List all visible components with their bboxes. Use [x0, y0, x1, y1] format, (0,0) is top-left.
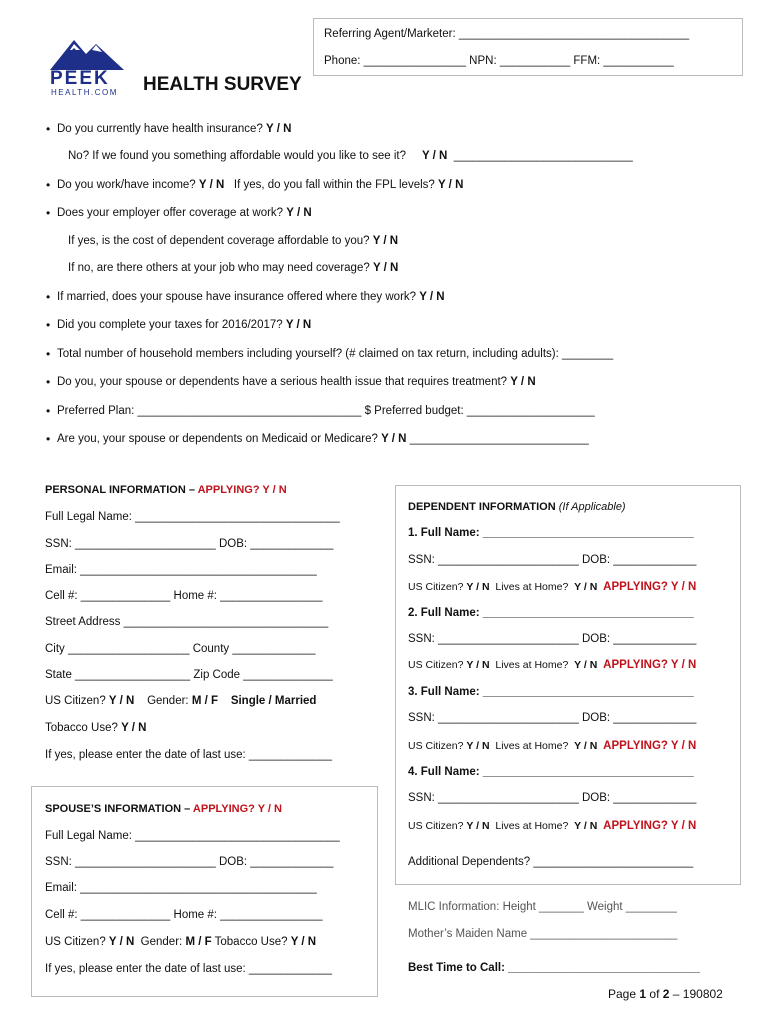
additional-dependents-field[interactable]: Additional Dependents? _________________________ [408, 856, 694, 868]
page-title: HEALTH SURVEY [143, 74, 302, 95]
personal-city-county-field[interactable]: City ___________________ County _____________ [45, 643, 316, 655]
spouse-name-field[interactable]: Full Legal Name: ________________________________ [45, 830, 340, 842]
spouse-email-field[interactable]: Email: _____________________________________ [45, 882, 317, 894]
q-affordable: No? If we found you something affordable would you like to see it? Y / N ____________________________ [68, 150, 633, 162]
personal-state-zip-field[interactable]: State __________________ Zip Code ______________ [45, 669, 333, 681]
spouse-heading: SPOUSE’S INFORMATION – APPLYING? Y / N [45, 803, 282, 815]
brand-site: HEALTH.COM [51, 88, 118, 97]
dependent-2-status: US Citizen? Y / N Lives at Home? Y / N APPLYING? Y / N [408, 659, 697, 671]
dependent-4-status: US Citizen? Y / N Lives at Home? Y / N APPLYING? Y / N [408, 820, 697, 832]
q-employer-coverage: • Does your employer offer coverage at work? Y / N [57, 206, 312, 220]
dependent-1-ssn-dob-field[interactable]: SSN: ______________________ DOB: _____________ [408, 554, 697, 566]
mlic-height-weight-field[interactable]: MLIC Information: Height _______ Weight ________ [408, 901, 677, 913]
dependent-3-status: US Citizen? Y / N Lives at Home? Y / N APPLYING? Y / N [408, 740, 697, 752]
dependent-1-status: US Citizen? Y / N Lives at Home? Y / N APPLYING? Y / N [408, 581, 697, 593]
personal-last-use-field[interactable]: If yes, please enter the date of last use: _____________ [45, 749, 333, 761]
mountain-logo-icon [44, 36, 130, 72]
q-taxes: • Did you complete your taxes for 2016/2017? Y / N [57, 318, 311, 332]
best-time-to-call-field[interactable]: Best Time to Call: ______________________________ [408, 962, 700, 974]
spouse-citizen-gender-tobacco: US Citizen? Y / N Gender: M / F Tobacco Use? Y / N [45, 936, 317, 948]
personal-street-field[interactable]: Street Address ________________________________ [45, 616, 329, 628]
peek-logo [44, 36, 130, 98]
q-health-insurance: • Do you currently have health insurance? Y / N [57, 122, 291, 136]
q-dependent-cost: If yes, is the cost of dependent coverage affordable to you? Y / N [68, 235, 399, 247]
dependent-1-name-field[interactable]: 1. Full Name: _________________________________ [408, 527, 694, 539]
q-health-issue: • Do you, your spouse or dependents have a serious health issue that requires treatment? Y / N [57, 375, 536, 389]
personal-ssn-dob-field[interactable]: SSN: ______________________ DOB: _____________ [45, 538, 334, 550]
q-medicaid-medicare: • Are you, your spouse or dependents on Medicaid or Medicare? Y / N ____________________________ [57, 432, 589, 446]
q-spouse-insurance: • If married, does your spouse have insurance offered where they work? Y / N [57, 290, 445, 304]
brand-name: PEEK [50, 68, 110, 89]
personal-tobacco: Tobacco Use? Y / N [45, 722, 147, 734]
spouse-last-use-field[interactable]: If yes, please enter the date of last use: _____________ [45, 963, 333, 975]
personal-email-field[interactable]: Email: _____________________________________ [45, 564, 317, 576]
personal-citizen-gender: US Citizen? Y / N Gender: M / F Single / Married [45, 695, 317, 707]
dependent-heading: DEPENDENT INFORMATION (If Applicable) [408, 501, 626, 513]
dependent-3-ssn-dob-field[interactable]: SSN: ______________________ DOB: _____________ [408, 712, 697, 724]
personal-name-field[interactable]: Full Legal Name: ________________________________ [45, 511, 340, 523]
referring-agent-field[interactable]: Referring Agent/Marketer: ____________________________________ [324, 28, 690, 40]
dependent-4-name-field[interactable]: 4. Full Name: _________________________________ [408, 766, 694, 778]
dependent-2-ssn-dob-field[interactable]: SSN: ______________________ DOB: _____________ [408, 633, 697, 645]
spouse-phone-field[interactable]: Cell #: ______________ Home #: ________________ [45, 909, 323, 921]
q-household-members: • Total number of household members including yourself? (# claimed on tax return, including adults): ________ [57, 347, 613, 361]
q-others-coverage: If no, are there others at your job who may need coverage? Y / N [68, 262, 399, 274]
spouse-ssn-dob-field[interactable]: SSN: ______________________ DOB: _____________ [45, 856, 334, 868]
mothers-maiden-name-field[interactable]: Mother’s Maiden Name _______________________ [408, 928, 678, 940]
dependent-2-name-field[interactable]: 2. Full Name: _________________________________ [408, 607, 694, 619]
personal-heading: PERSONAL INFORMATION – APPLYING? Y / N [45, 484, 287, 496]
q-work-income: • Do you work/have income? Y / N If yes, do you fall within the FPL levels? Y / N [57, 178, 463, 192]
dependent-4-ssn-dob-field[interactable]: SSN: ______________________ DOB: _____________ [408, 792, 697, 804]
q-preferred-plan[interactable]: • Preferred Plan: ___________________________________ $ Preferred budget: ____________________ [57, 404, 595, 418]
personal-phone-field[interactable]: Cell #: ______________ Home #: ________________ [45, 590, 323, 602]
phone-npn-ffm-field[interactable]: Phone: ________________ NPN: ___________ FFM: ___________ [324, 55, 674, 67]
page-number: Page 1 of 2 – 190802 [608, 987, 723, 1001]
dependent-3-name-field[interactable]: 3. Full Name: _________________________________ [408, 686, 694, 698]
